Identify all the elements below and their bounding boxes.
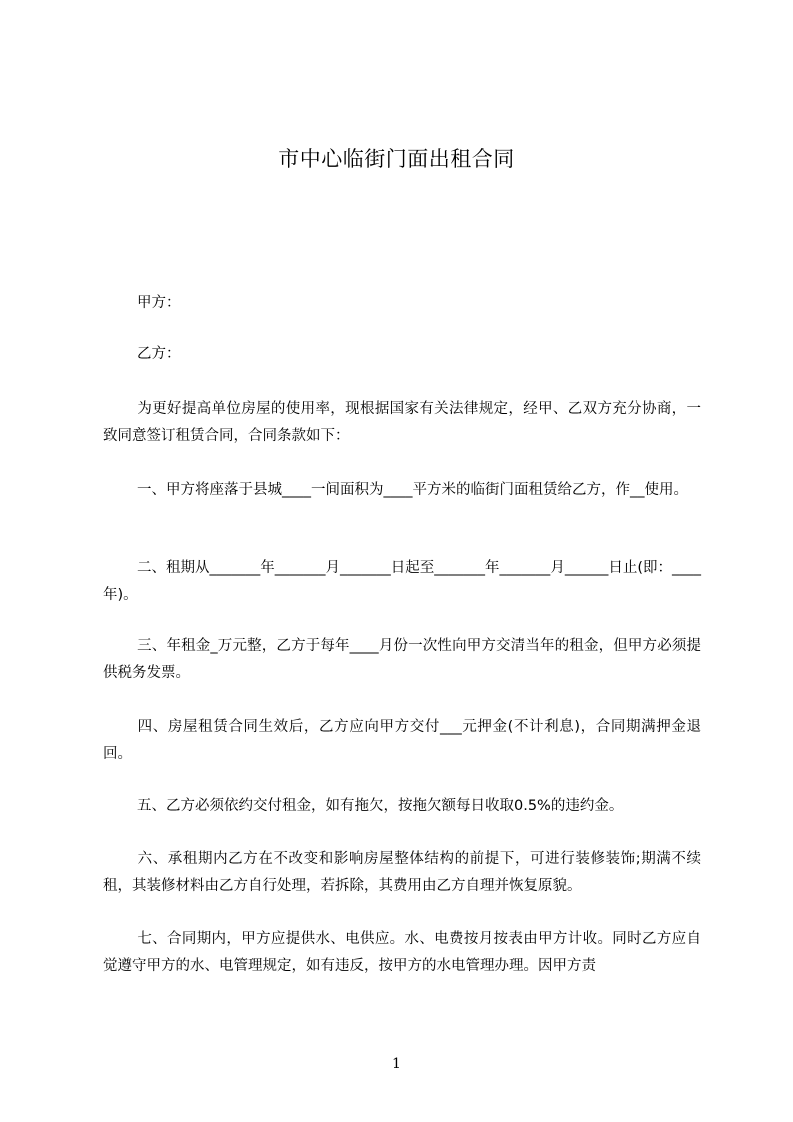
clause-5 [103, 793, 701, 820]
clause-6-text: 六、承租期内乙方在不改变和影响房屋整体结构的前提下，可进行装修装饰;期满不续租，其装修材料由乙方自行处理，若拆除，其费用由乙方自理并恢复原貌。 [103, 851, 701, 894]
clause-3-text: 三、年租金_万元整，乙方于每年____月份一次性向甲方交清当年的租金，但甲方必须提供税务发票。 [103, 638, 701, 681]
intro-paragraph [103, 396, 701, 450]
clause-7-text: 七、合同期内，甲方应提供水、电供应。水、电费按月按表由甲方计收。同时乙方应自觉遵守甲方的水、电管理规定，如有违反，按甲方的水电管理办理。因甲方责 [103, 931, 701, 974]
page-number: 1 [392, 1056, 401, 1072]
intro-text: 为更好提高单位房屋的使用率，现根据国家有关法律规定，经甲、乙双方充分协商，一致同意签订租赁合同，合同条款如下： [103, 401, 701, 444]
party-a-line [103, 290, 701, 317]
party-a-label: 甲方： [137, 295, 181, 311]
clause-4 [103, 714, 701, 768]
party-b-line [103, 341, 701, 368]
clause-4-text: 四、房屋租赁合同生效后，乙方应向甲方交付___元押金(不计利息)，合同期满押金退回。 [103, 719, 701, 762]
clause-1-text: 一、甲方将座落于县城____一间面积为____平方米的临街门面租赁给乙方，作__使用。 [137, 482, 688, 498]
clause-5-text: 五、乙方必须依约交付租金，如有拖欠，按拖欠额每日收取0.5%的违约金。 [137, 798, 624, 814]
clause-7 [103, 926, 701, 980]
clause-1 [103, 477, 701, 504]
clause-2-text: 二、租期从_______年_______月_______日起至_______年_______月______日止(即：____年)。 [103, 560, 701, 603]
clause-3 [103, 633, 701, 687]
clause-6 [103, 846, 701, 900]
party-b-label: 乙方： [137, 346, 181, 362]
document-title: 市中心临街门面出租合同 [278, 147, 515, 171]
clause-2 [103, 555, 701, 609]
